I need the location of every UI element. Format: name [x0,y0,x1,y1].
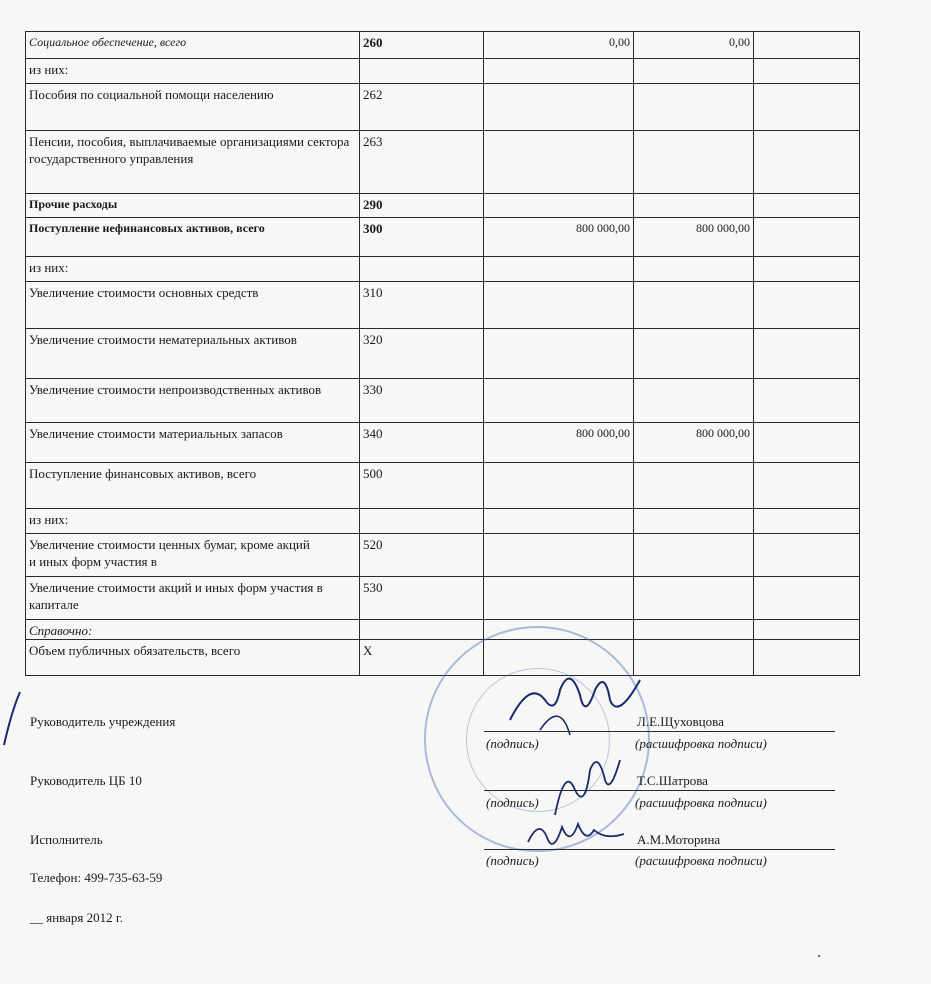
row-value-2 [634,257,754,282]
row-value-2 [634,84,754,131]
table-row [26,463,860,509]
table-row [26,218,860,257]
row-value-1 [484,577,634,620]
executor-decode-caption: (расшифровка подписи) [635,853,767,868]
row-value-1 [484,463,634,509]
row-value-1 [484,194,634,218]
row-value-2 [634,620,754,640]
row-code: 263 [360,131,484,194]
row-code: 340 [360,423,484,463]
row-value-3 [754,463,860,509]
row-name: из них: [26,59,360,84]
row-value-3 [754,423,860,463]
row-value-2 [634,640,754,676]
row-name: Объем публичных обязательств, всего [26,640,360,676]
row-code: 330 [360,379,484,423]
row-code: 262 [360,84,484,131]
cb-decode-caption: (расшифровка подписи) [635,795,767,810]
date-text: __ января 2012 г. [30,910,124,925]
executor-label: Исполнитель [30,832,103,847]
row-code [360,59,484,84]
head-label: Руководитель учреждения [30,714,176,729]
row-value-2: 800 000,00 [634,218,754,257]
executor-name: А.М.Моторина [637,832,721,847]
row-value-3 [754,282,860,329]
row-code: 300 [360,218,484,257]
row-name: Пособия по социальной помощи населению [26,84,360,131]
row-value-1 [484,131,634,194]
row-value-1 [484,329,634,379]
row-code: 310 [360,282,484,329]
table-row [26,620,860,640]
row-name: из них: [26,509,360,534]
row-value-3 [754,329,860,379]
row-value-2 [634,59,754,84]
row-value-3 [754,577,860,620]
row-name: Увеличение стоимости основных средств [26,282,360,329]
row-value-3 [754,131,860,194]
row-code: 500 [360,463,484,509]
table-row [26,577,860,620]
row-value-1: 800 000,00 [484,218,634,257]
speck [818,955,820,957]
row-code: 260 [360,32,484,59]
executor-signature-icon [520,812,630,857]
row-name: из них: [26,257,360,282]
row-value-3 [754,194,860,218]
row-value-3 [754,32,860,59]
row-value-2 [634,577,754,620]
report-table [25,31,860,676]
row-value-2: 800 000,00 [634,423,754,463]
table-row [26,84,860,131]
row-value-3 [754,509,860,534]
row-value-2: 0,00 [634,32,754,59]
row-value-1 [484,509,634,534]
row-name: Поступление финансовых активов, всего [26,463,360,509]
row-value-1: 800 000,00 [484,423,634,463]
row-value-2 [634,379,754,423]
row-code: 290 [360,194,484,218]
head-name: Л.Е.Щуховцова [637,714,724,729]
row-code [360,509,484,534]
phone-text: Телефон: 499-735-63-59 [30,870,163,885]
head-decode-caption: (расшифровка подписи) [635,736,767,751]
row-value-2 [634,194,754,218]
table-row [26,534,860,577]
row-code: 520 [360,534,484,577]
row-value-1 [484,257,634,282]
head-sign-caption: (подпись) [486,736,539,751]
row-value-1 [484,84,634,131]
row-name: Справочно: [26,620,360,640]
row-value-3 [754,257,860,282]
row-value-1 [484,59,634,84]
table-row [26,59,860,84]
cb-name: Т.С.Шатрова [637,773,708,788]
row-value-3 [754,620,860,640]
cb-label: Руководитель ЦБ 10 [30,773,142,788]
row-code: 320 [360,329,484,379]
cb-sign-caption: (подпись) [486,795,539,810]
row-value-2 [634,509,754,534]
table-row [26,131,860,194]
row-name: Прочие расходы [26,194,360,218]
table-row [26,194,860,218]
row-name: Поступление нефинансовых активов, всего [26,218,360,257]
row-name: Увеличение стоимости нематериальных активов [26,329,360,379]
row-value-3 [754,84,860,131]
table-row [26,509,860,534]
row-code: 530 [360,577,484,620]
row-name: Пенсии, пособия, выплачиваемые организациями сектора государственного управления [26,131,360,194]
table-row [26,257,860,282]
row-value-3 [754,218,860,257]
table-row [26,640,860,676]
row-name: Увеличение стоимости материальных запасов [26,423,360,463]
row-value-1 [484,534,634,577]
row-name: Увеличение стоимости акций и иных форм участия в капитале [26,577,360,620]
row-value-3 [754,640,860,676]
table-row [26,423,860,463]
row-code [360,620,484,640]
row-value-3 [754,534,860,577]
row-value-1 [484,282,634,329]
row-value-1 [484,379,634,423]
row-value-3 [754,59,860,84]
row-name: Увеличение стоимости ценных бумаг, кроме акций и иных форм участия в [26,534,360,577]
row-name: Социальное обеспечение, всего [26,32,360,59]
row-name: Увеличение стоимости непроизводственных активов [26,379,360,423]
row-code: X [360,640,484,676]
cb-signature-line [484,790,835,791]
row-value-2 [634,463,754,509]
table-row [26,329,860,379]
table-row [26,282,860,329]
row-code [360,257,484,282]
table-row [26,32,860,59]
row-value-1: 0,00 [484,32,634,59]
table-row [26,379,860,423]
executor-sign-caption: (подпись) [486,853,539,868]
row-value-2 [634,282,754,329]
row-value-3 [754,379,860,423]
head-signature-icon [500,660,650,750]
pen-mark-icon [0,690,24,750]
row-value-2 [634,534,754,577]
row-value-2 [634,131,754,194]
row-value-2 [634,329,754,379]
